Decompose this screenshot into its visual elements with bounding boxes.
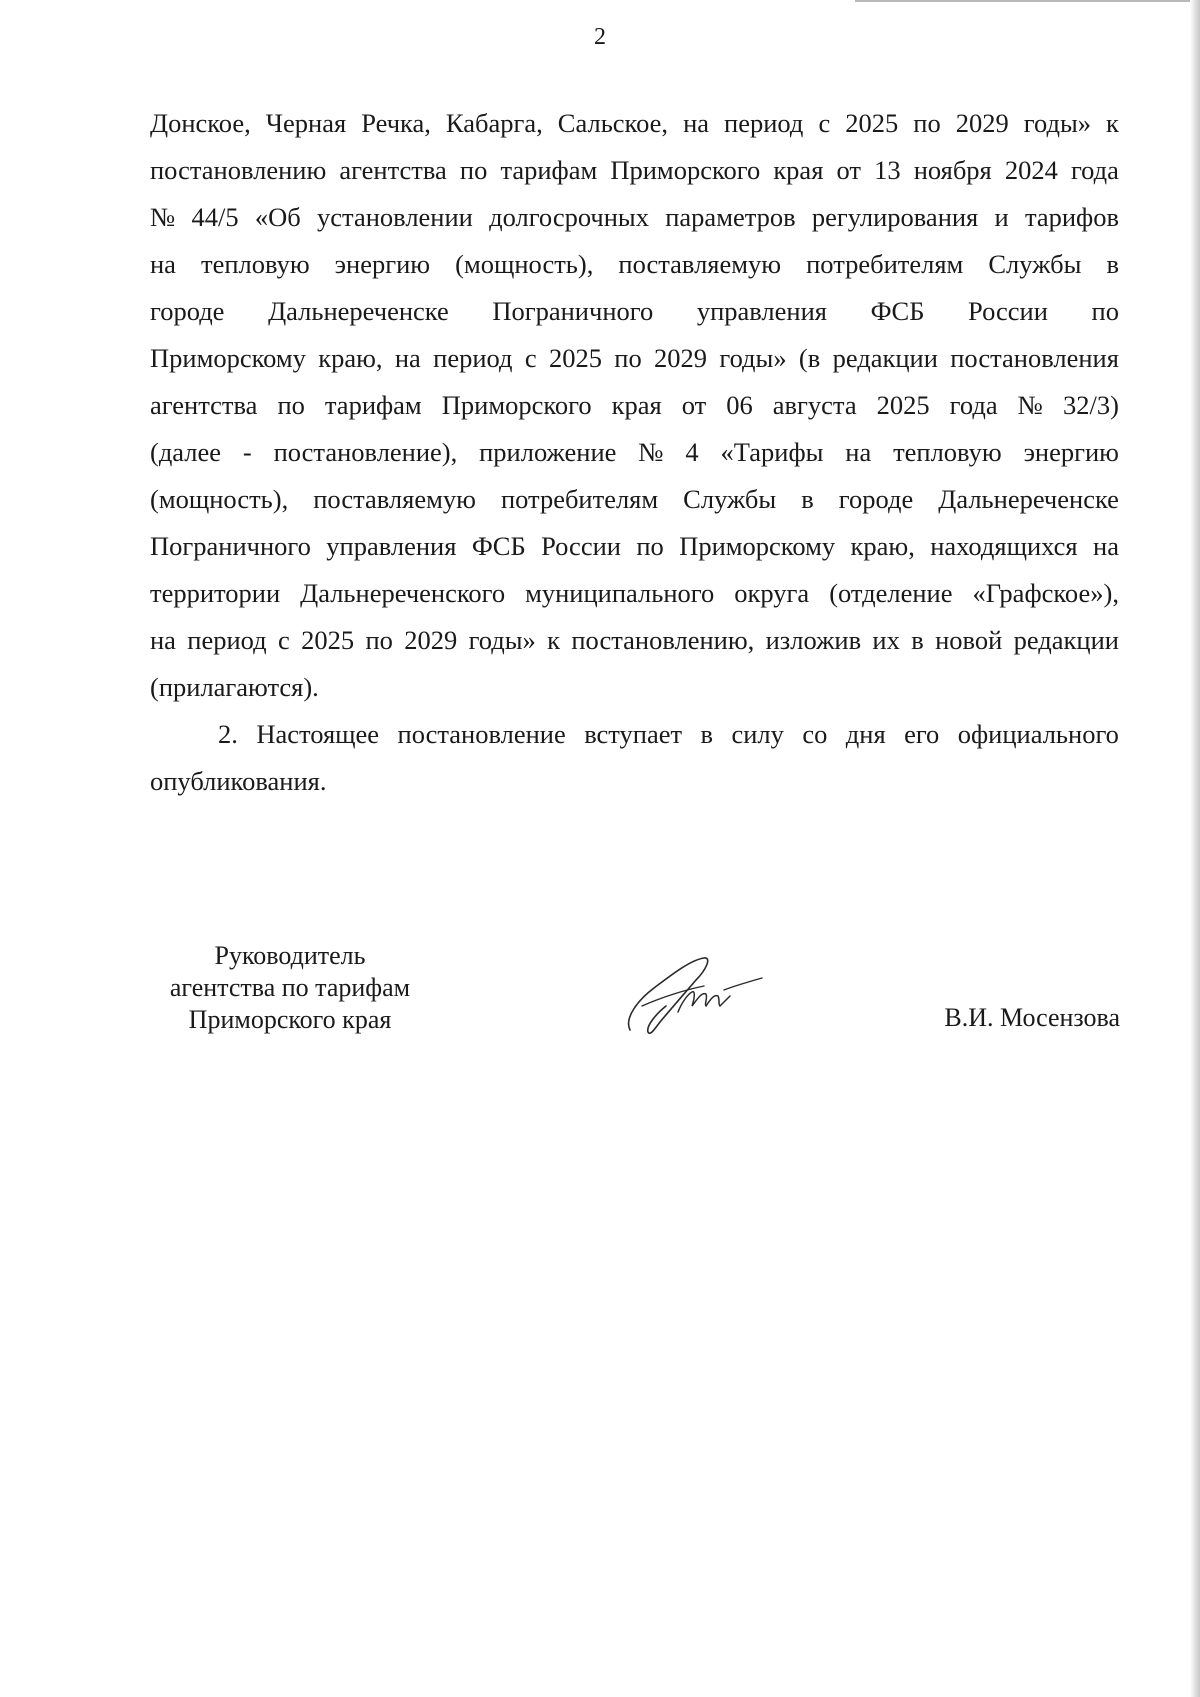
word: период [187, 625, 267, 655]
word: краю, [850, 531, 915, 561]
word: 13 [874, 155, 901, 185]
word: энергию [334, 249, 431, 279]
word: краю, [318, 343, 383, 373]
word: вступает [584, 719, 683, 749]
word: постановлению [150, 155, 327, 185]
word: городе [838, 484, 914, 514]
word: Приморского [441, 390, 592, 420]
word: по [913, 108, 941, 138]
word: тепловую [893, 437, 1002, 467]
word: Донское, [150, 108, 251, 138]
word: 06 [726, 390, 753, 420]
word: 2. [218, 719, 238, 749]
text-line [150, 382, 1119, 429]
word: к [1106, 108, 1119, 138]
text-line [150, 523, 1119, 570]
word: редакции [1013, 625, 1119, 655]
word: ФСБ [870, 296, 925, 326]
word: августа [772, 390, 857, 420]
word: (далее [150, 437, 222, 467]
paragraph-2-last-line: опубликования. [150, 766, 327, 796]
word: Пограничного [150, 531, 311, 561]
word: (отделение [829, 578, 953, 608]
word: на [150, 625, 176, 655]
word: параметров [665, 202, 796, 232]
word: годы» [468, 625, 536, 655]
word: новой [935, 625, 1003, 655]
word: года [1070, 155, 1119, 185]
paragraph-2 [150, 711, 1119, 758]
word: края [611, 390, 662, 420]
word: - [242, 437, 252, 467]
text-line [150, 476, 1119, 523]
signature-block [140, 940, 440, 1036]
text-line [218, 711, 1119, 758]
word: Службы [988, 249, 1082, 279]
word: по [459, 155, 488, 185]
word: 2025 [548, 343, 602, 373]
signer-position-line-3: Приморского края [188, 1005, 392, 1034]
word: 2029 [654, 343, 708, 373]
word: Приморскому [679, 531, 836, 561]
word: период [724, 108, 804, 138]
word: потребителям [806, 249, 964, 279]
text-line [150, 429, 1119, 476]
word: России [541, 531, 621, 561]
word: постановление [397, 719, 566, 749]
word: регулирования [811, 202, 979, 232]
word: 2029 [955, 108, 1009, 138]
word: долгосрочных [489, 202, 649, 232]
word: края [773, 155, 824, 185]
document-body [150, 100, 1119, 805]
word: на [1093, 531, 1119, 561]
word: 2025 [845, 108, 899, 138]
signatory-name: В.И. Мосензова [944, 1003, 1120, 1032]
word: 44/5 [191, 202, 239, 232]
word: Приморскому [150, 343, 306, 373]
signer-position-line-2: агентства по тарифам [169, 973, 411, 1002]
word: постановлению, [571, 625, 755, 655]
word: 2029 [404, 625, 458, 655]
text-line [150, 194, 1119, 241]
word: «Об [254, 202, 301, 232]
word: 4 [685, 437, 699, 467]
paragraph-1 [150, 100, 1119, 664]
word: 2025 [301, 625, 355, 655]
word: Дальнереченске [938, 484, 1119, 514]
word: Кабарга, [445, 108, 543, 138]
word: со [802, 719, 828, 749]
paragraph-1-last-line: (прилагаются). [150, 672, 319, 702]
text-line [150, 617, 1119, 664]
word: на [150, 249, 176, 279]
word: по [1091, 296, 1119, 326]
word: 32/3) [1062, 390, 1119, 420]
word: по [614, 343, 642, 373]
word: агентства [339, 155, 447, 185]
word: округа [734, 578, 810, 608]
word: Дальнереченске [268, 296, 449, 326]
word: Настоящее [256, 719, 380, 749]
word: постановления [950, 343, 1119, 373]
word: тарифам [500, 155, 598, 185]
word: и [994, 202, 1009, 232]
word: № [1017, 390, 1043, 420]
word: в [700, 719, 714, 749]
word: агентства [150, 390, 258, 420]
word: с [278, 625, 290, 655]
word: тарифов [1024, 202, 1119, 232]
word: от [836, 155, 861, 185]
word: Сальское, [557, 108, 669, 138]
word: Дальнереченского [300, 578, 506, 608]
text-line [150, 100, 1119, 147]
word: к [547, 625, 561, 655]
word: по [365, 625, 393, 655]
word: на [683, 108, 710, 138]
signer-position-line-1: Руководитель [214, 941, 366, 970]
word: потребителям [500, 484, 659, 514]
word: городе [150, 296, 225, 326]
word: годы» [1023, 108, 1091, 138]
handwritten-signature [620, 948, 765, 1043]
word: период [433, 343, 513, 373]
word: энергию [1023, 437, 1119, 467]
word: установлении [317, 202, 473, 232]
word: года [949, 390, 998, 420]
scan-top-edge [855, 0, 1200, 2]
word: приложение [479, 437, 617, 467]
text-line [150, 335, 1119, 382]
word: управления [696, 296, 827, 326]
word: ФСБ [471, 531, 526, 561]
word: 2024 [1004, 155, 1058, 185]
word: поставляемую [618, 249, 782, 279]
word: Черная [265, 108, 347, 138]
word: официального [957, 719, 1119, 749]
word: редакции [832, 343, 938, 373]
word: «Графское»), [972, 578, 1119, 608]
word: Службы [683, 484, 777, 514]
word: от [681, 390, 707, 420]
word: Речка, [361, 108, 431, 138]
word: на [845, 437, 872, 467]
word: в [911, 625, 924, 655]
word: дня [845, 719, 886, 749]
text-line [150, 288, 1119, 335]
word: № [150, 202, 176, 232]
word: по [636, 531, 664, 561]
text-line [150, 570, 1119, 617]
word: с [818, 108, 831, 138]
word: изложив [765, 625, 862, 655]
scan-right-edge [1190, 0, 1200, 1697]
word: России [968, 296, 1048, 326]
word: их [872, 625, 900, 655]
word: муниципального [525, 578, 715, 608]
word: ноября [913, 155, 992, 185]
word: поставляемую [313, 484, 476, 514]
text-line [150, 147, 1119, 194]
word: Пограничного [492, 296, 654, 326]
word: его [904, 719, 940, 749]
word: (в [798, 343, 821, 373]
word: тарифам [324, 390, 422, 420]
word: «Тарифы [720, 437, 824, 467]
word: 2025 [876, 390, 930, 420]
word: в [1106, 249, 1119, 279]
word: Приморского [610, 155, 761, 185]
word: в [801, 484, 814, 514]
word: находящихся [930, 531, 1078, 561]
word: территории [150, 578, 281, 608]
word: по [277, 390, 305, 420]
word: № [638, 437, 664, 467]
text-line [150, 241, 1119, 288]
word: силу [731, 719, 784, 749]
word: управления [326, 531, 457, 561]
word: тепловую [200, 249, 310, 279]
word: с [524, 343, 537, 373]
word: годы» [719, 343, 787, 373]
page-number: 2 [594, 24, 606, 50]
word: постановление), [273, 437, 458, 467]
word: (мощность), [455, 249, 594, 279]
word: на [394, 343, 421, 373]
word: (мощность), [150, 484, 289, 514]
